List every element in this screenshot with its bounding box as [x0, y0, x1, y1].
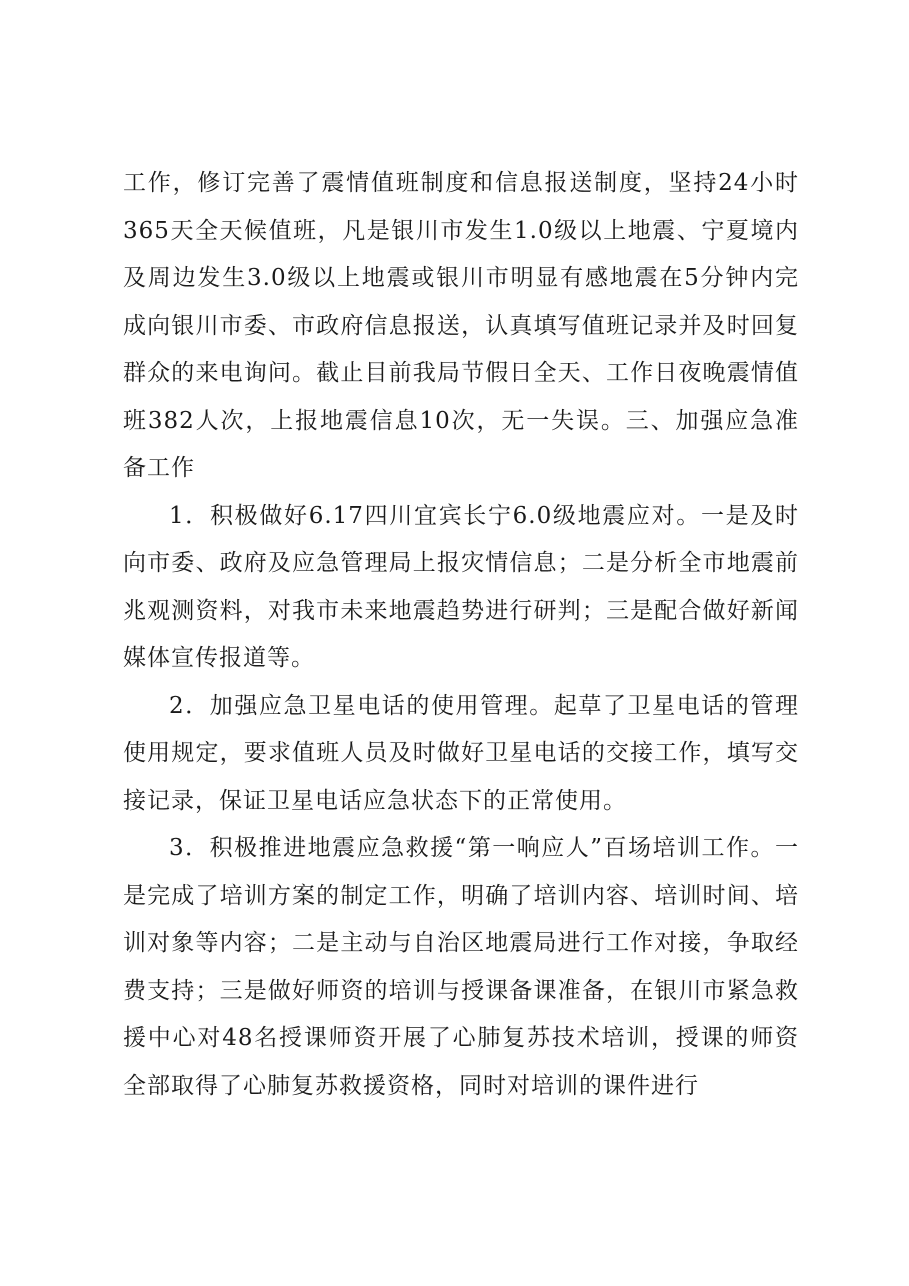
- paragraph-item-2: 2．加强应急卫星电话的使用管理。起草了卫星电话的管理使用规定，要求值班人员及时做好卫星电话的交接工作，填写交接记录，保证卫星电话应急状态下的正常使用。: [123, 692, 799, 814]
- paragraph-item-1: 1．积极做好6.17四川宜宾长宁6.0级地震应对。一是及时向市委、政府及应急管理局上报灾情信息；二是分析全市地震前兆观测资料，对我市未来地震趋势进行研判；三是配合做好新闻媒体宣传报道等。: [123, 502, 799, 671]
- document-body: [123, 160, 799, 1110]
- paragraph-continuation: 工作，修订完善了震情值班制度和信息报送制度，坚持24小时365天全天候值班，凡是银川市发生1.0级以上地震、宁夏境内及周边发生3.0级以上地震或银川市明显有感地震在5分钟内完成向银川市委、市政府信息报送，认真填写值班记录并及时回复群众的来电询问。截止目前我局节假日全天、工作日夜晚震情值班382人次，上报地震信息10次，无一失误。三、加强应急准备工作: [123, 170, 799, 481]
- paragraph-item-3: 3．积极推进地震应急救援“第一响应人”百场培训工作。一是完成了培训方案的制定工作，明确了培训内容、培训时间、培训对象等内容；二是主动与自治区地震局进行工作对接，争取经费支持；三是做好师资的培训与授课备课准备，在银川市紧急救援中心对48名授课师资开展了心肺复苏技术培训，授课的师资全部取得了心肺复苏救援资格，同时对培训的课件进行: [123, 835, 799, 1099]
